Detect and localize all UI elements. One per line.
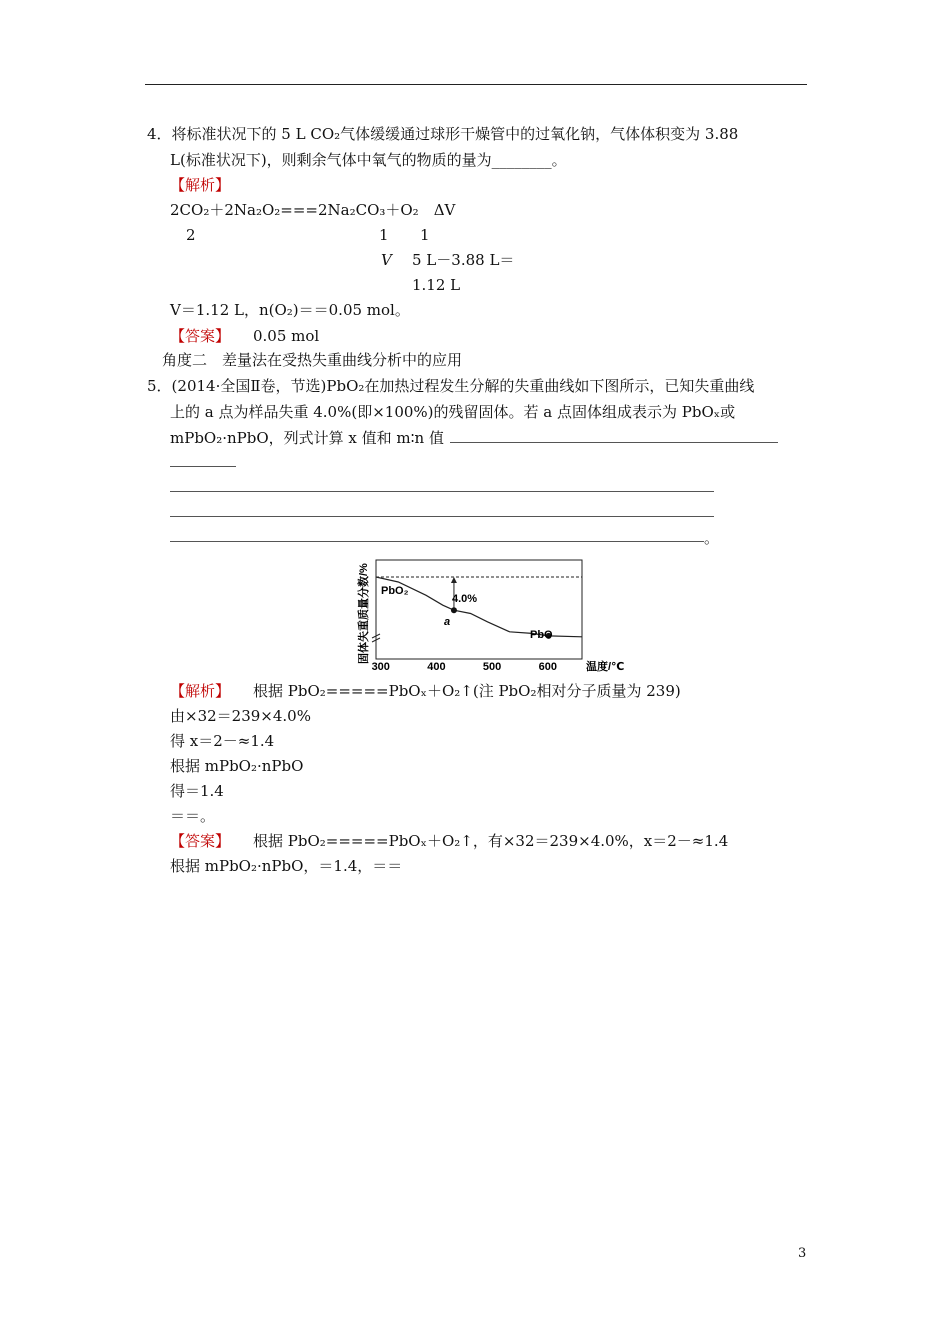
q4-row-V: V [381,251,392,269]
analysis-line-5: 得＝1.4 [170,782,224,800]
point-a [451,607,457,613]
label-pbo2: PbO₂ [381,585,409,597]
plot-frame [376,560,582,659]
q4-row-1b: 1 [420,226,430,244]
angle-two-heading: 角度二 差量法在受热失重曲线分析中的应用 [162,351,463,369]
analysis-line-4: 根据 mPbO₂·nPbO [170,757,304,775]
q4-line-1: 4．将标准状况下的 5 L CO₂气体缓缓通过球形干燥管中的过氧化钠，气体体积变为 3.88 [147,125,739,143]
q4-equation: 2CO₂＋2Na₂O₂===2Na₂CO₃＋O₂ ΔV [170,201,456,219]
q5-line-3: mPbO₂·nPbO，列式计算 x 值和 m∶n 值 [170,429,444,447]
analysis-line-6: ＝＝。 [170,807,216,825]
x-axis-label: 温度/℃ [586,661,625,672]
analysis-line-2: 由×32＝239×4.0% [170,707,311,725]
header-rule [145,84,807,85]
answer-line-1: 根据 PbO₂=====PbOₓ＋O₂↑，有×32＝239×4.0%，x＝2－≈1.4 [253,832,729,850]
q4-row-2: 2 [186,226,196,244]
q4-answer: 0.05 mol [253,327,320,345]
answer-blank-3 [170,491,714,492]
loss-arrow-head [451,577,457,583]
q4-row-1a: 1 [379,226,389,244]
x-tick-label: 400 [427,661,446,672]
analysis-line-1: 根据 PbO₂=====PbOₓ＋O₂↑(注 PbO₂相对分子质量为 239) [253,682,681,700]
q4-result: V＝1.12 L，n(O₂)＝＝0.05 mol。 [170,301,410,319]
answer-line-2: 根据 mPbO₂·nPbO，＝1.4，＝＝ [170,857,403,875]
label-point-a: a [444,616,451,628]
analysis-line-3: 得 x＝2－≈1.4 [170,732,275,750]
q4-row-diff: 5 L－3.88 L＝ [412,251,515,269]
q4-row-112: 1.12 L [412,276,461,294]
answer-label: 【答案】 [170,832,231,850]
answer-blank-4 [170,516,714,517]
weight-loss-chart [348,548,638,672]
analysis-label: 【解析】 [170,682,231,700]
label-loss-percent: 4.0% [452,593,478,605]
q5-line-2: 上的 a 点为样品失重 4.0%(即×100%)的残留固体。若 a 点固体组成表示为 PbOₓ或 [170,403,736,421]
page-number: 3 [798,1246,807,1261]
label-pbo: PbO [530,629,553,641]
q5-line-1: 5．(2014·全国Ⅱ卷，节选)PbO₂在加热过程发生分解的失重曲线如下图所示，已知失重曲线 [147,377,755,395]
q4-analysis-label: 【解析】 [170,176,231,194]
x-tick-label: 500 [482,661,502,672]
x-tick-label: 300 [371,661,390,672]
q5-end-mark: 。 [704,529,720,547]
answer-blank-5 [170,541,704,542]
q4-line-2: L(标准状况下)，则剩余气体中氧气的物质的量为________。 [170,151,567,169]
answer-blank-2 [170,466,236,467]
answer-blank-1 [450,442,778,443]
y-axis-label: 固体失重质量分数/% [358,563,370,664]
q4-answer-label: 【答案】 [170,327,231,345]
x-tick-label: 600 [538,661,557,672]
